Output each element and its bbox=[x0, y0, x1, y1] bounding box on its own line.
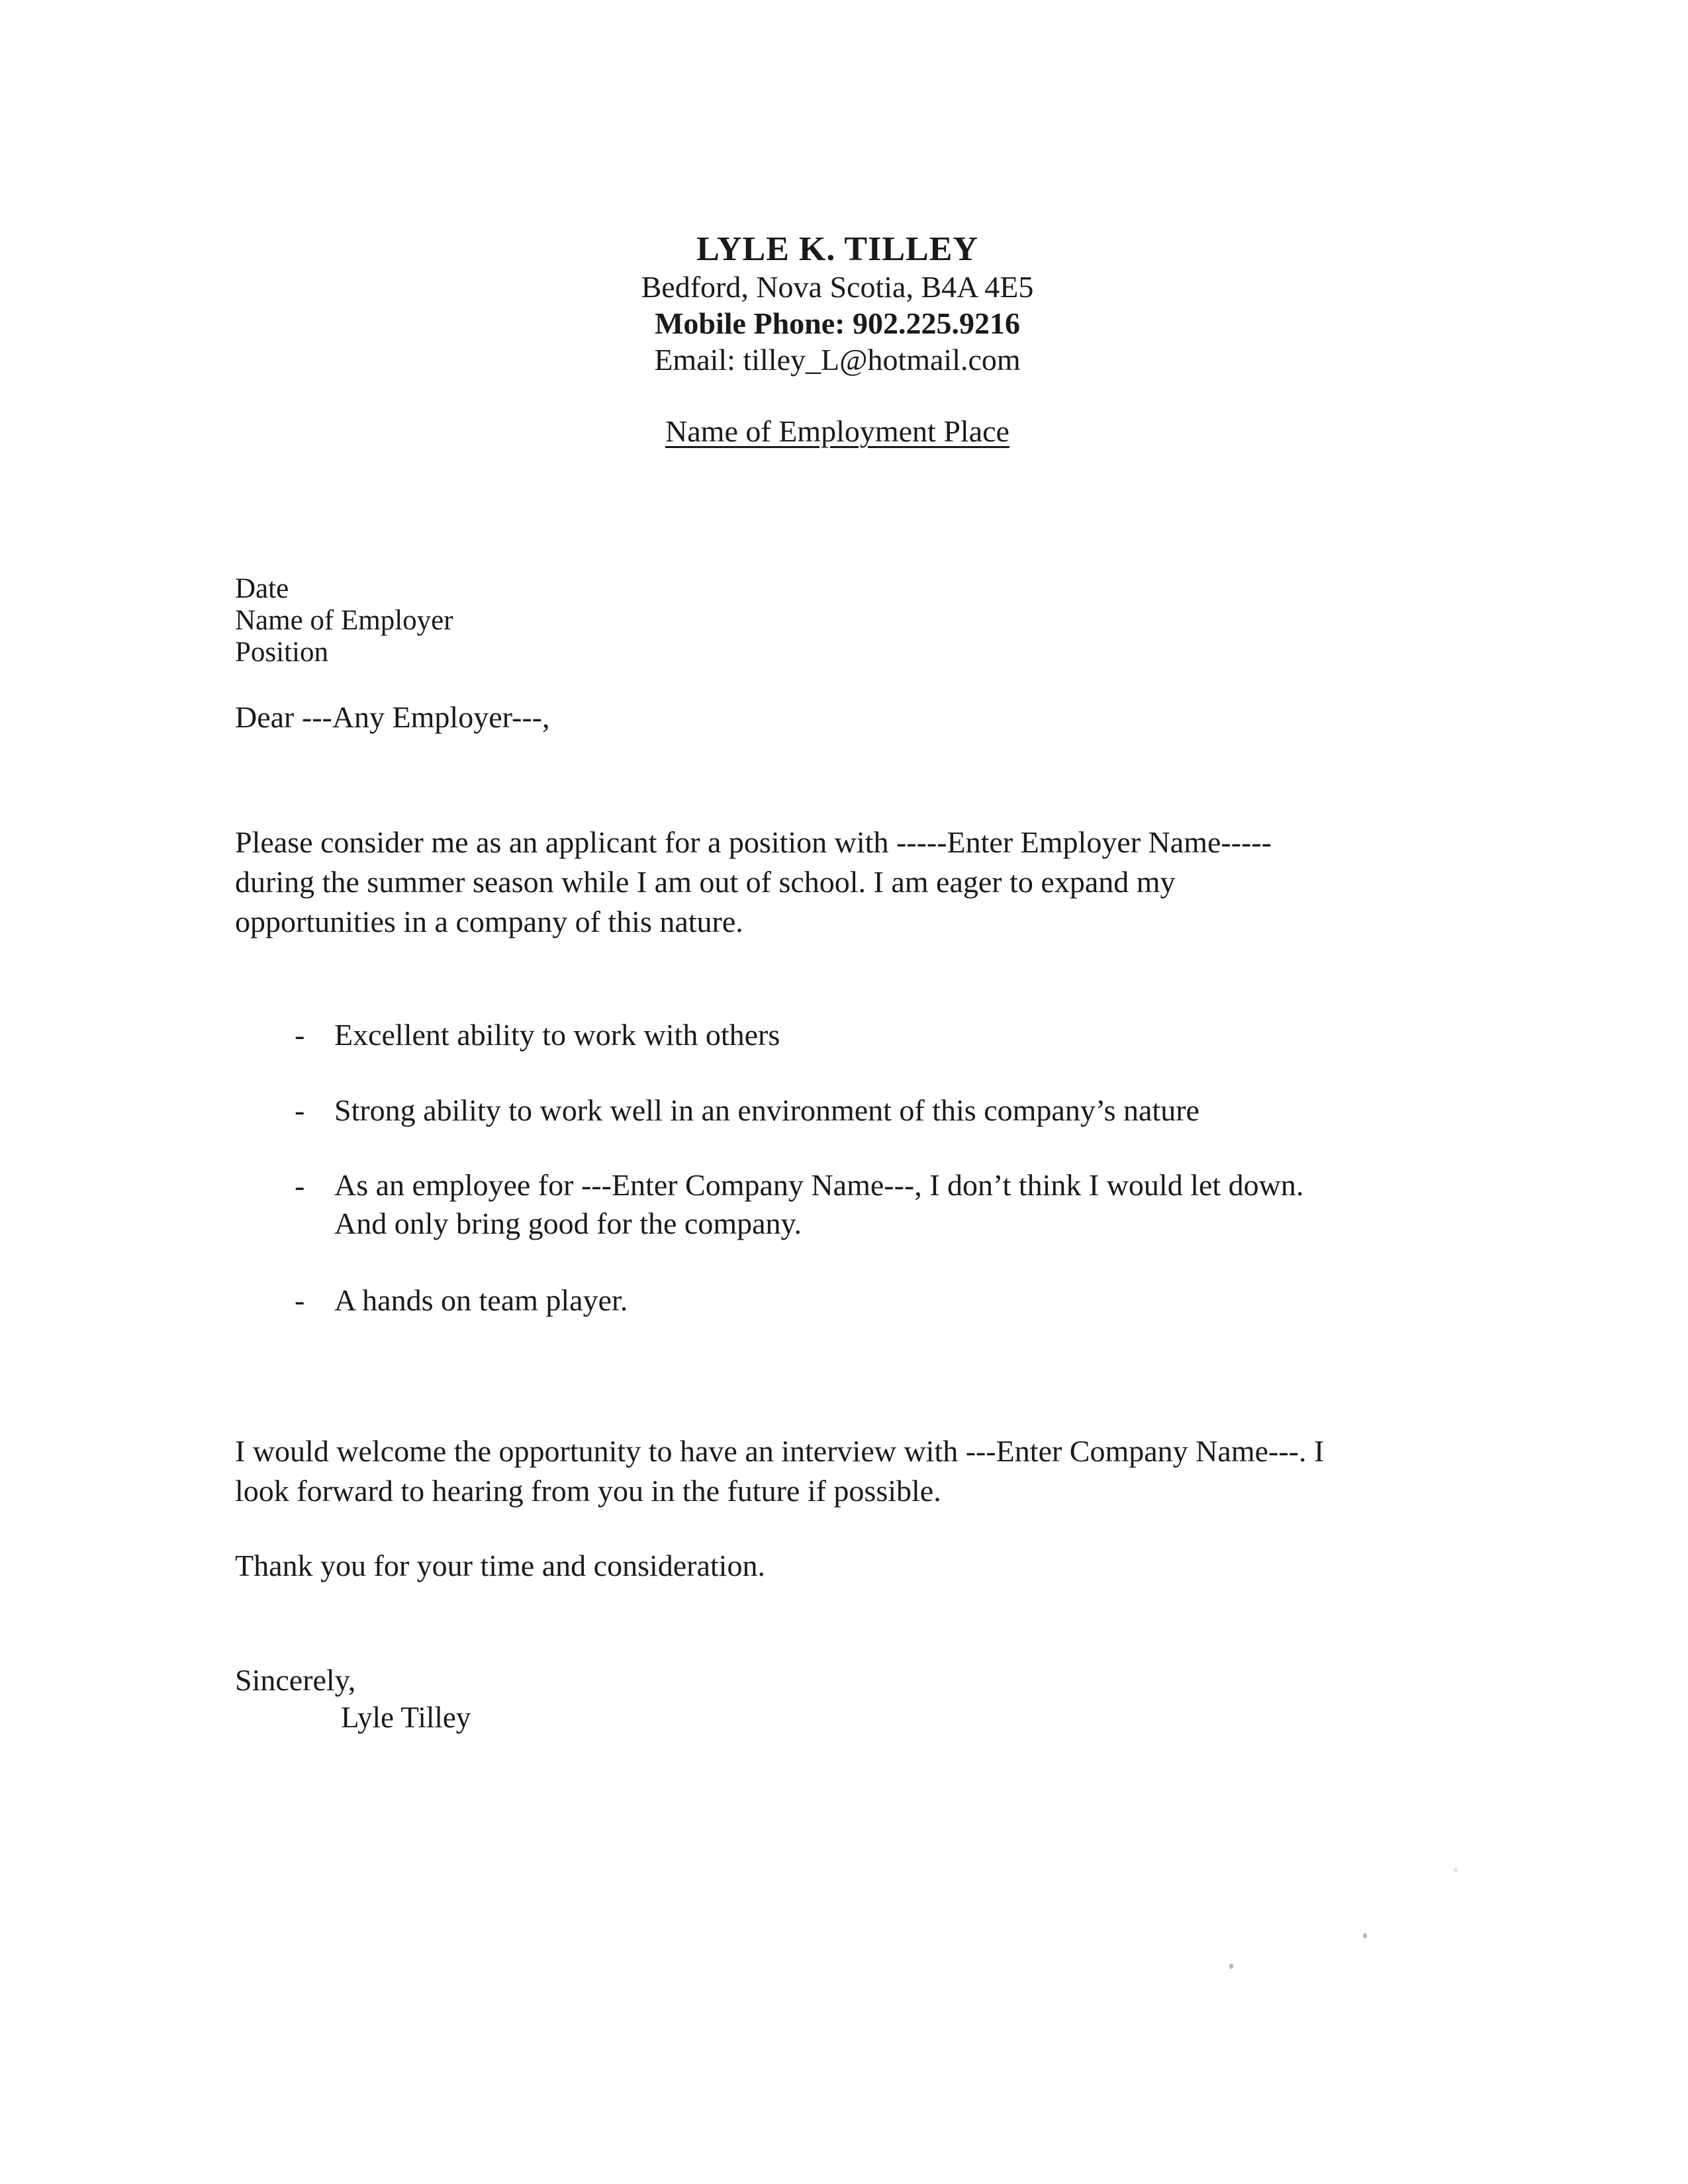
letter-header bbox=[245, 230, 1430, 378]
signoff-name: Lyle Tilley bbox=[341, 1701, 471, 1734]
bullet-3-line-2: And only bring good for the company. bbox=[334, 1206, 802, 1240]
bullet-text bbox=[334, 1015, 1559, 1055]
intro-line-3: opportunities in a company of this nature. bbox=[235, 905, 743, 938]
sender-phone: Mobile Phone: 902.225.9216 bbox=[655, 306, 1020, 340]
scan-artifact bbox=[1454, 1868, 1458, 1873]
bullet-dash: - bbox=[295, 1169, 305, 1203]
bullet-item-1 bbox=[235, 1015, 1559, 1055]
bullet-text bbox=[334, 1166, 1559, 1243]
thanks-line: Thank you for your time and consideration. bbox=[235, 1549, 765, 1582]
intro-line-2: during the summer season while I am out of school. I am eager to expand my bbox=[235, 865, 1176, 899]
scan-artifact bbox=[1363, 1933, 1367, 1938]
employment-place-text: Name of Employment Place bbox=[665, 414, 1009, 448]
bullet-1-line-1: Excellent ability to work with others bbox=[334, 1018, 780, 1052]
sender-email: Email: tilley_L@hotmail.com bbox=[654, 343, 1021, 377]
bullet-dash: - bbox=[295, 1093, 305, 1127]
sender-name: LYLE K. TILLEY bbox=[696, 230, 978, 268]
bullet-item-3 bbox=[235, 1166, 1559, 1243]
recipient-position: Position bbox=[235, 637, 328, 668]
closing-line-1: I would welcome the opportunity to have an interview with ---Enter Company Name---. I bbox=[235, 1434, 1325, 1468]
signoff-closing: Sincerely, bbox=[235, 1663, 356, 1697]
bullet-2-line-1: Strong ability to work well in an environment of this company’s nature bbox=[334, 1093, 1199, 1127]
recipient-date: Date bbox=[235, 573, 289, 604]
salutation: Dear ---Any Employer---, bbox=[235, 700, 550, 734]
intro-paragraph bbox=[235, 823, 1272, 942]
bullet-item-4 bbox=[235, 1281, 1559, 1320]
employment-place-heading bbox=[245, 413, 1430, 449]
closing-line-2: look forward to hearing from you in the future if possible. bbox=[235, 1474, 941, 1508]
bullet-text bbox=[334, 1091, 1559, 1130]
bullet-3-line-1: As an employee for ---Enter Company Name---, I don’t think I would let down. bbox=[334, 1168, 1304, 1202]
recipient-employer: Name of Employer bbox=[235, 605, 453, 636]
scan-artifact bbox=[1229, 1964, 1233, 1969]
intro-line-1: Please consider me as an applicant for a position with -----Enter Employer Name----- bbox=[235, 825, 1272, 859]
bullet-dash: - bbox=[295, 1283, 305, 1317]
closing-paragraph bbox=[235, 1432, 1324, 1511]
sender-address: Bedford, Nova Scotia, B4A 4E5 bbox=[641, 270, 1034, 304]
bullet-text bbox=[334, 1281, 1559, 1320]
bullet-item-2 bbox=[235, 1091, 1559, 1130]
bullet-4-line-1: A hands on team player. bbox=[334, 1283, 628, 1317]
bullet-dash: - bbox=[295, 1018, 305, 1052]
recipient-block bbox=[235, 573, 453, 668]
